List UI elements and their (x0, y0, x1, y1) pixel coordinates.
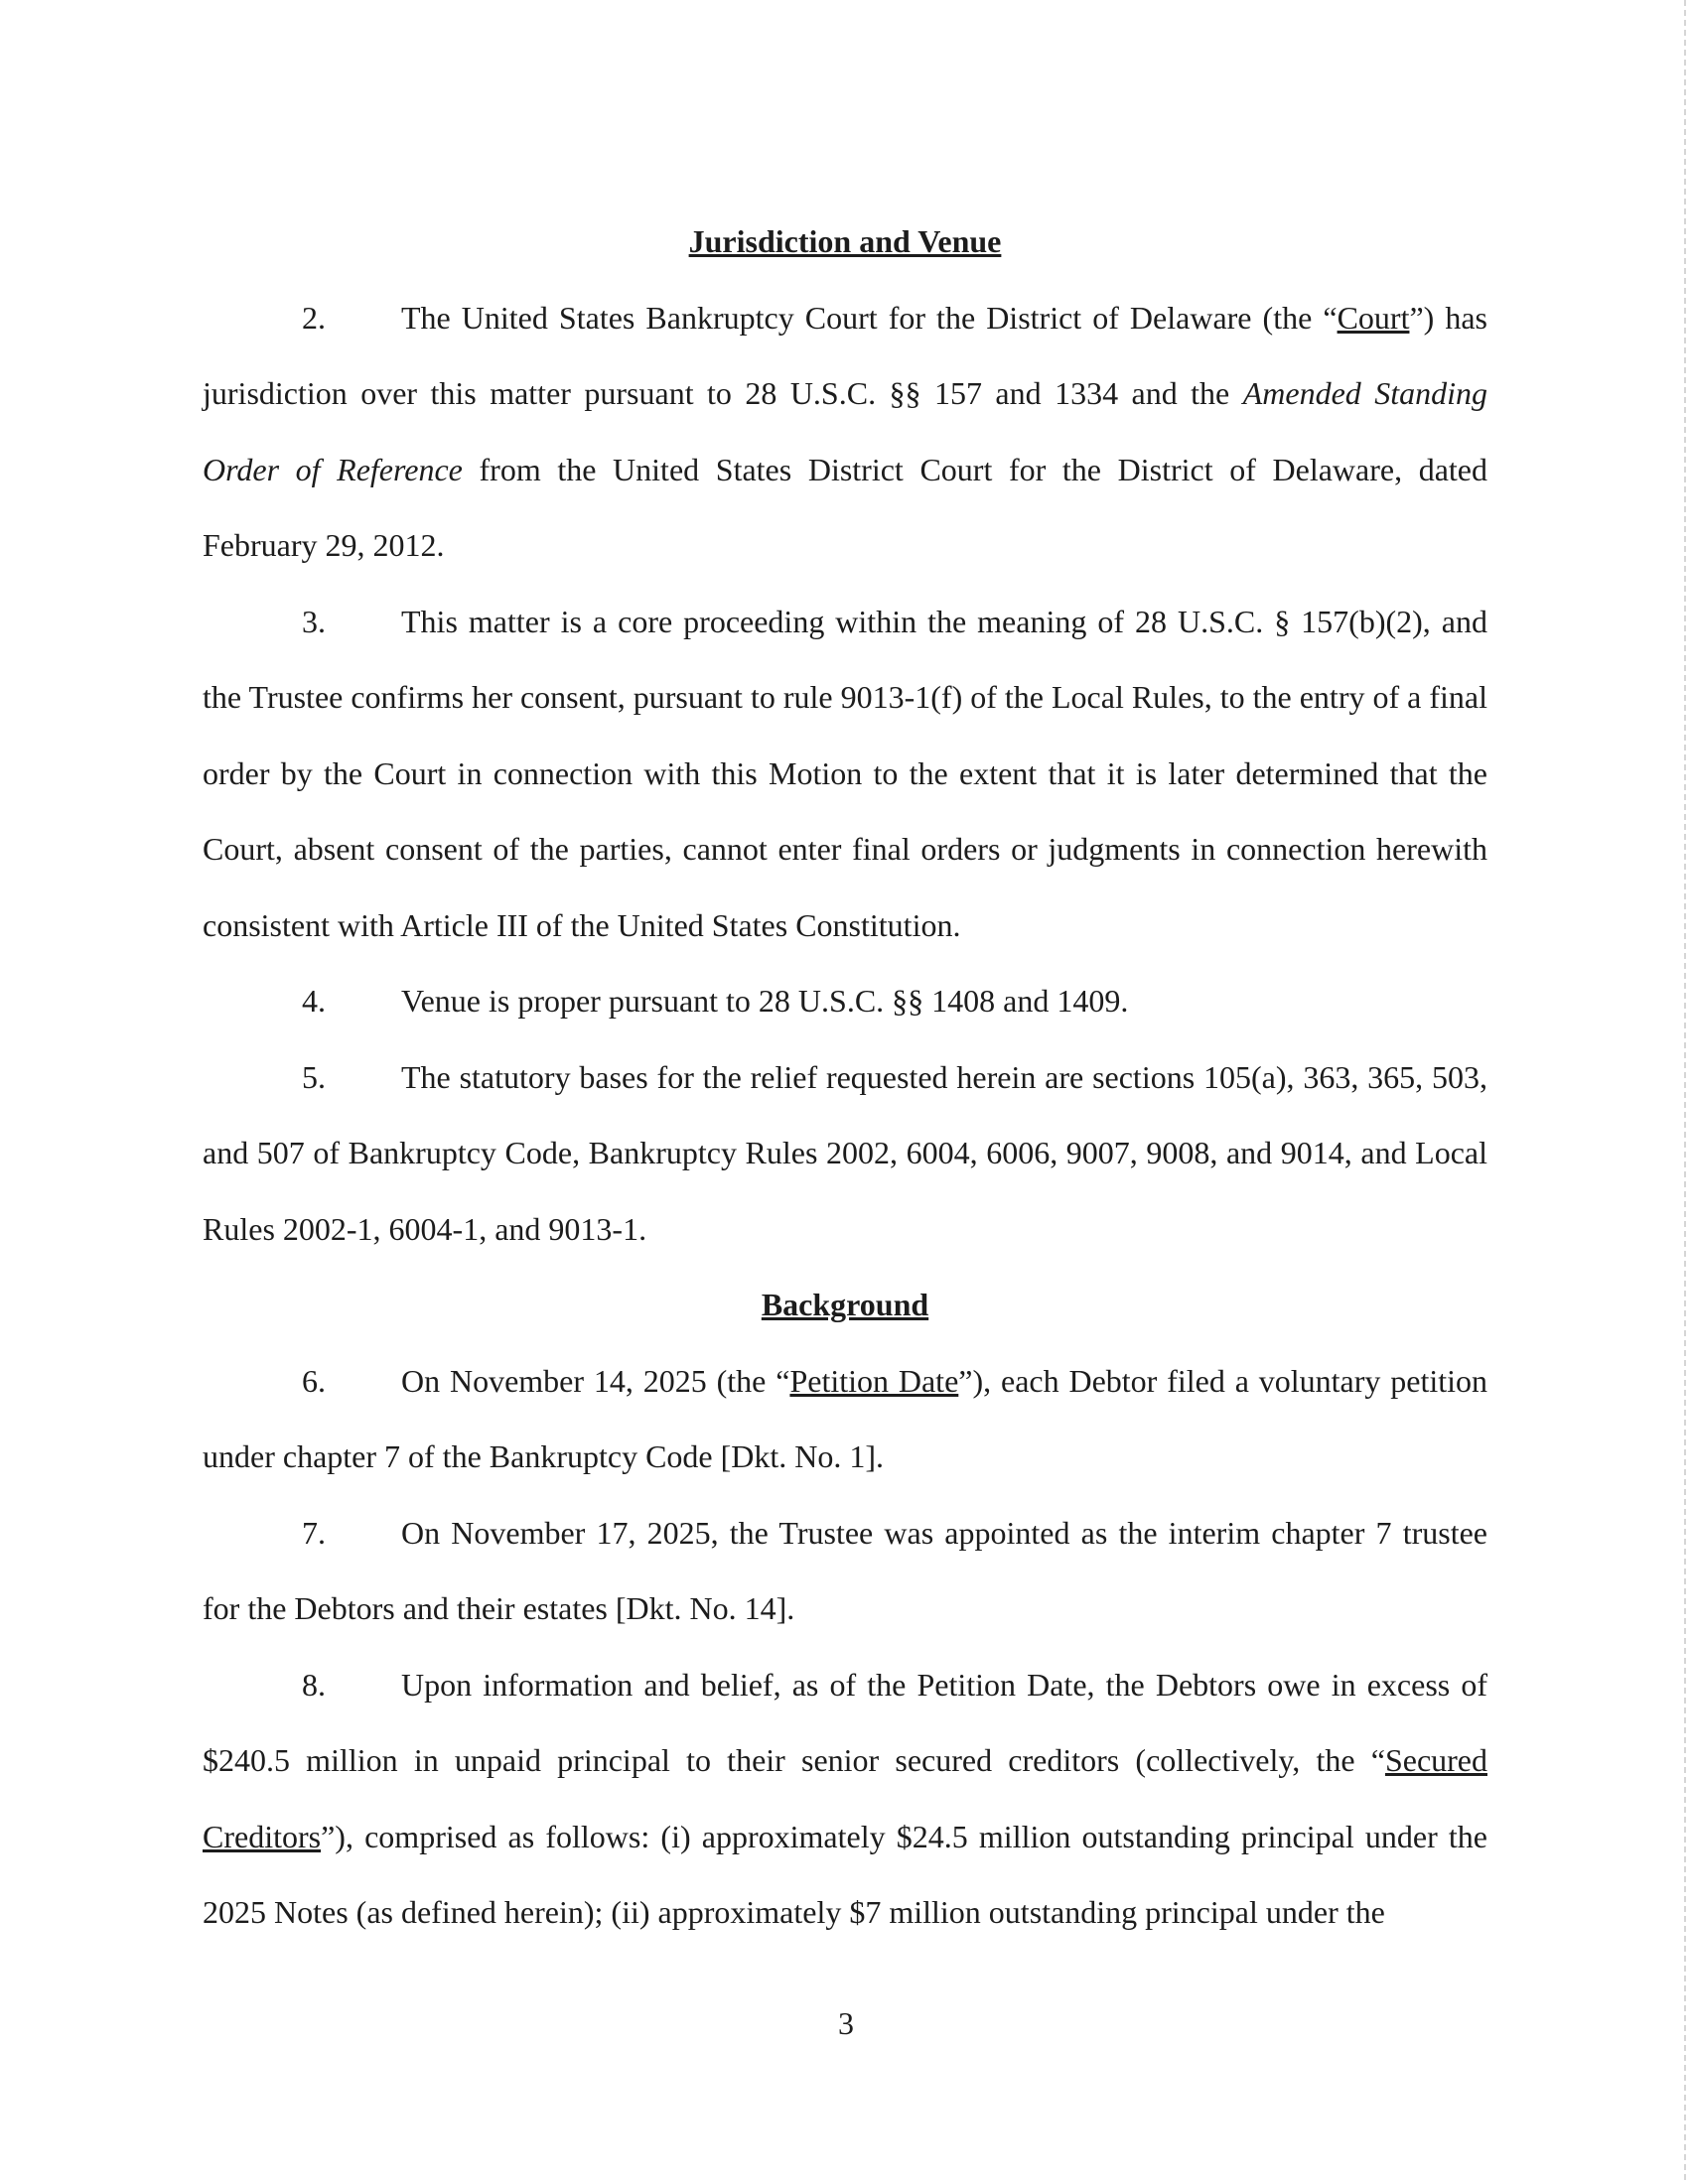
paragraph-number: 8. (302, 1666, 326, 1703)
paragraph-3 (203, 584, 1487, 964)
body-text (203, 204, 1487, 1951)
paragraph-text: On November 17, 2025, the Trustee was appointed as the interim chapter 7 trustee for the Debtors and their estates [Dkt. No. 14]. (203, 1514, 1487, 1626)
paragraph-6 (203, 1343, 1487, 1495)
scan-edge (1684, 0, 1686, 2184)
paragraph-text: Venue is proper pursuant to 28 U.S.C. §§ 1408 and 1409. (401, 983, 1129, 1019)
paragraph-text: Upon information and belief, as of the Petition Date, the Debtors owe in excess of $240.5 million in unpaid principal to their senior secured creditors (collectively, the “ (203, 1666, 1487, 1778)
paragraph-number: 3. (302, 603, 326, 639)
paragraph-text: The United States Bankruptcy Court for the District of Delaware (the “ (401, 299, 1338, 336)
page-number: 3 (838, 2005, 854, 2041)
paragraph-number: 2. (302, 299, 326, 336)
defined-term-secured-creditors: Secured Creditors (203, 1742, 1487, 1854)
paragraph-7 (203, 1495, 1487, 1647)
paragraph-text: ”), comprised as follows: (i) approximately $24.5 million outstanding principal under the 2025 Notes (as defined herein); (ii) approximately $7 million outstanding principal under the (203, 1818, 1487, 1930)
order-title: Amended Standing Order of Reference (203, 375, 1488, 487)
paragraph-number: 5. (302, 1058, 326, 1095)
paragraph-number: 6. (302, 1362, 326, 1399)
paragraph-text: ”), each Debtor filed a voluntary petition under chapter 7 of the Bankruptcy Code [Dkt. No. 1]. (203, 1362, 1488, 1474)
heading-background: Background (761, 1287, 929, 1322)
paragraph-5 (203, 1039, 1487, 1268)
paragraph-number: 7. (302, 1514, 326, 1551)
paragraph-number: 4. (302, 983, 326, 1019)
paragraph-text: from the United States District Court for the District of Delaware, dated February 29, 2012. (203, 451, 1488, 563)
defined-term-court: Court (1337, 299, 1410, 336)
paragraph-text: This matter is a core proceeding within the meaning of 28 U.S.C. § 157(b)(2), and the Trustee confirms her consent, pursuant to rule 9013-1(f) of the Local Rules, to the entry of a final order by the Court in connection with this Motion to the extent that it is later determined that the Court, absent consent of the parties, cannot enter final orders or judgments in connection herewith consistent with Article III of the United States Constitution. (203, 603, 1487, 943)
paragraph-2 (203, 280, 1487, 584)
paragraph-text: The statutory bases for the relief requested herein are sections 105(a), 363, 365, 503, and 507 of Bankruptcy Code, Bankruptcy Rules 2002, 6004, 6006, 9007, 9008, and 9014, and Local Rules 2002-1, 6004-1, and 9013-1. (203, 1058, 1487, 1247)
paragraph-4 (203, 963, 1487, 1039)
heading-jurisdiction-and-venue: Jurisdiction and Venue (688, 223, 1002, 259)
defined-term-petition-date: Petition Date (789, 1362, 959, 1399)
paragraph-text: On November 14, 2025 (the “ (401, 1362, 790, 1399)
paragraph-8 (203, 1647, 1487, 1951)
paragraph-text: ”) has jurisdiction over this matter pursuant to 28 U.S.C. §§ 157 and 1334 and the (203, 299, 1488, 411)
